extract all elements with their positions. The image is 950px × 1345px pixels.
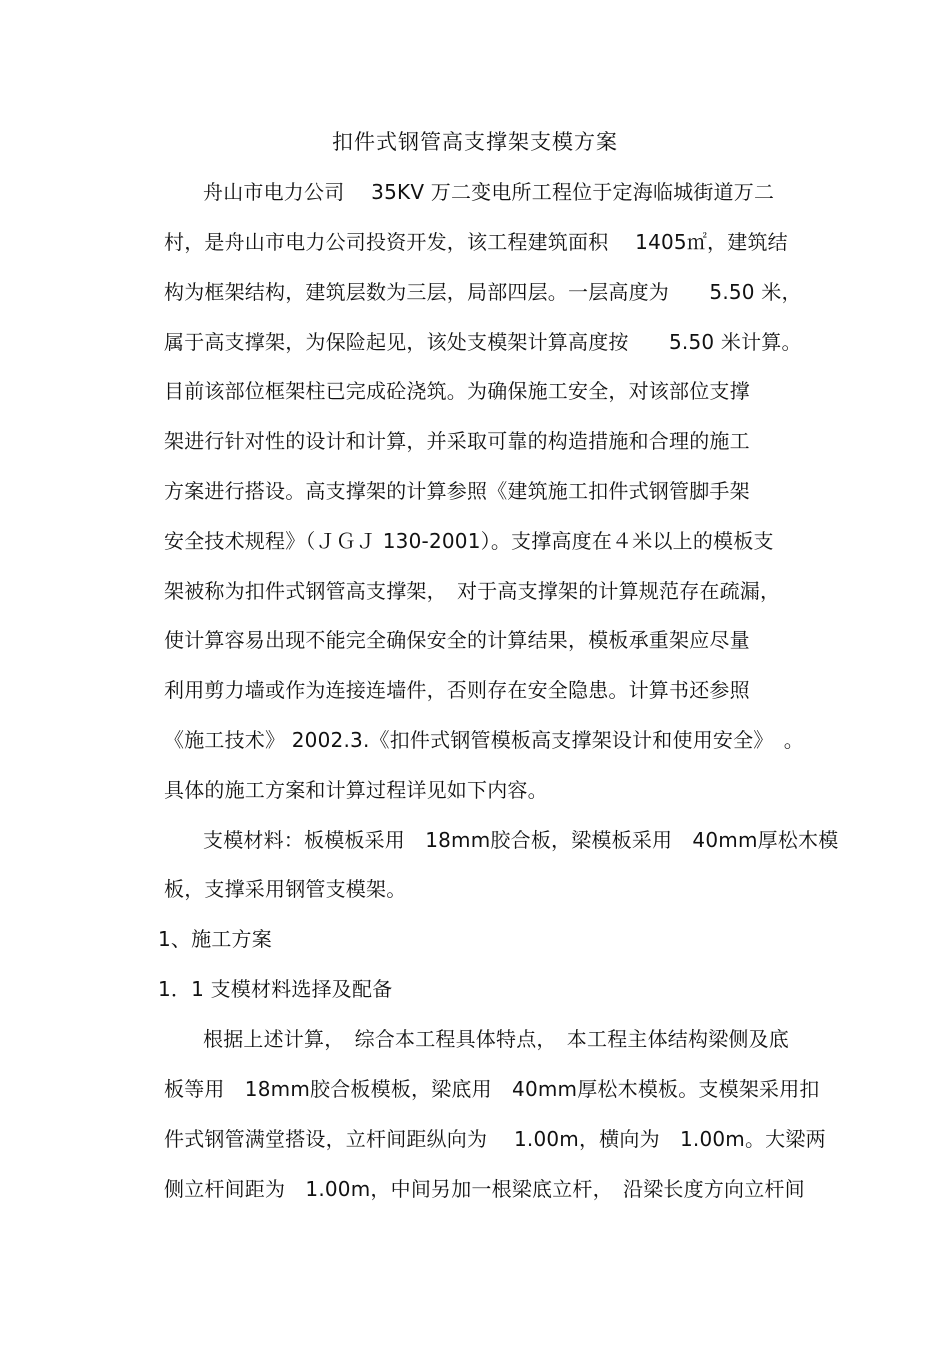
- subsection-heading: 1．1 支模材料选择及配备: [158, 977, 393, 1001]
- paragraph-line: 支模材料：板模板采用 18mm胶合板，梁模板采用 40mm厚松木模: [203, 828, 839, 852]
- paragraph-line: 构为框架结构，建筑层数为三层，局部四层。一层高度为 5.50 米，: [164, 280, 802, 304]
- paragraph-line: 利用剪力墙或作为连接连墙件，否则存在安全隐患。计算书还参照: [164, 678, 750, 702]
- paragraph-line: 架进行针对性的设计和计算，并采取可靠的构造措施和合理的施工: [164, 429, 750, 453]
- paragraph-line: 舟山市电力公司 35KV 万二变电所工程位于定海临城街道万二: [203, 180, 775, 204]
- section-heading: 1、施工方案: [158, 927, 272, 951]
- paragraph-line: 具体的施工方案和计算过程详见如下内容。: [164, 778, 548, 802]
- paragraph-line: 架被称为扣件式钢管高支撑架， 对于高支撑架的计算规范存在疏漏，: [164, 579, 781, 603]
- paragraph-line: 村，是舟山市电力公司投资开发，该工程建筑面积 1405㎡，建筑结: [164, 230, 788, 254]
- paragraph-line: 《施工技术》 2002.3.《扣件式钢管模板高支撑架设计和使用安全》 。: [164, 728, 804, 752]
- paragraph-line: 属于高支撑架，为保险起见，该处支模架计算高度按 5.50 米计算。: [164, 330, 802, 354]
- paragraph-line: 方案进行搭设。高支撑架的计算参照《建筑施工扣件式钢管脚手架: [164, 479, 750, 503]
- paragraph-line: 根据上述计算， 综合本工程具体特点， 本工程主体结构梁侧及底: [203, 1027, 789, 1051]
- document-title: 扣件式钢管高支撑架支模方案: [332, 130, 618, 154]
- paragraph-line: 板，支撑采用钢管支模架。: [164, 877, 407, 901]
- paragraph-line: 板等用 18mm胶合板模板，梁底用 40mm厚松木模板。支模架采用扣: [164, 1077, 820, 1101]
- paragraph-line: 使计算容易出现不能完全确保安全的计算结果，模板承重架应尽量: [164, 628, 750, 652]
- paragraph-line: 目前该部位框架柱已完成砼浇筑。为确保施工安全，对该部位支撑: [164, 379, 750, 403]
- paragraph-line: 件式钢管满堂搭设，立杆间距纵向为 1.00m，横向为 1.00m。大梁两: [164, 1127, 826, 1151]
- paragraph-line: 侧立杆间距为 1.00m，中间另加一根梁底立杆， 沿梁长度方向立杆间: [164, 1177, 805, 1201]
- paragraph-line: 安全技术规程》（ＪＧＪ 130-2001）。支撑高度在４米以上的模板支: [164, 529, 774, 553]
